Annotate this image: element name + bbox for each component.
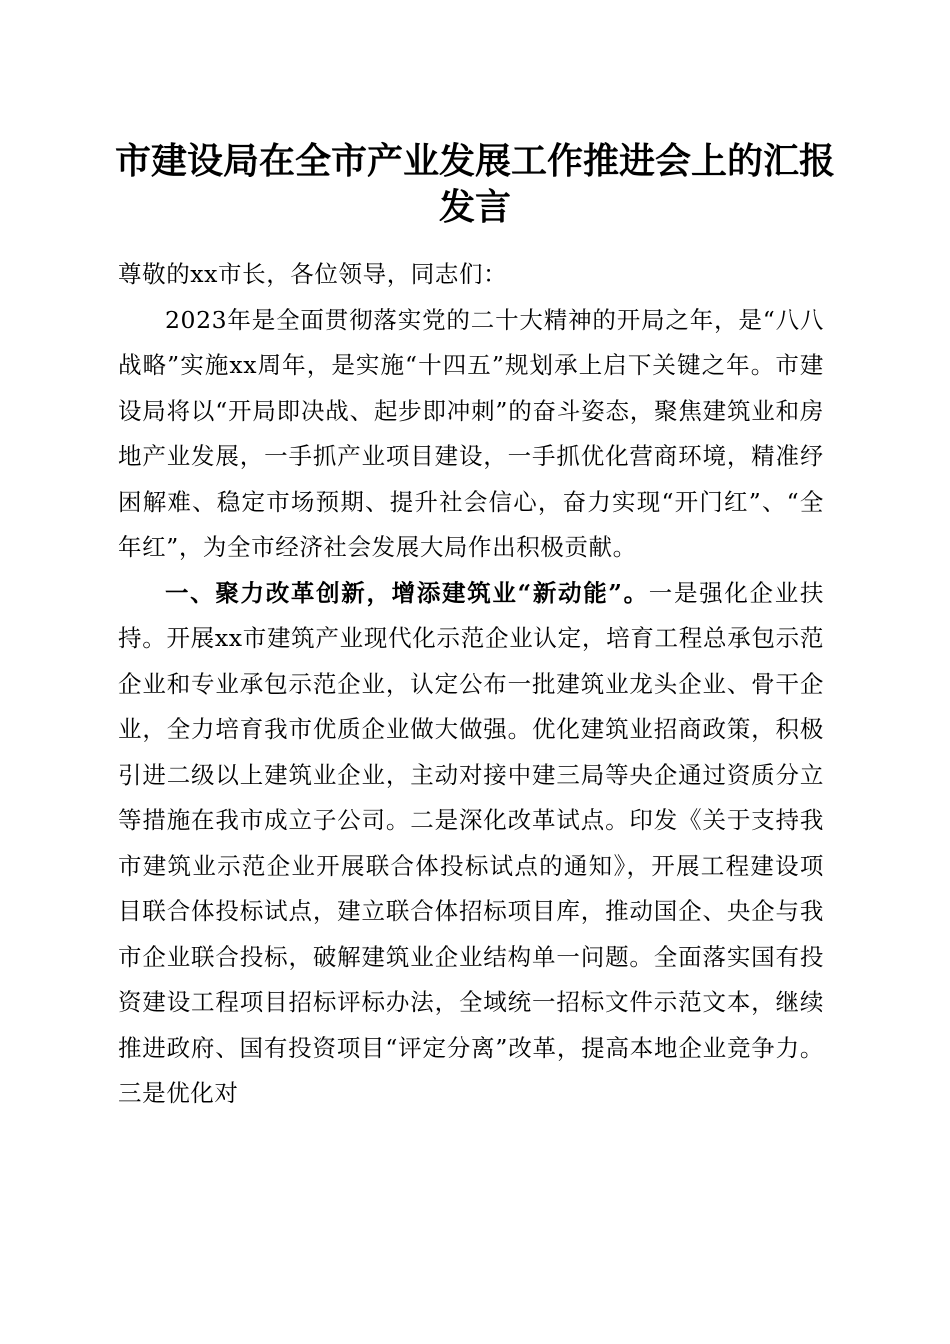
paragraph-intro: 2023年是全面贯彻落实党的二十大精神的开局之年，是“八八战略”实施xx周年，是实施“十四五”规划承上启下关键之年。市建设局将以“开局即决战、起步即冲刺”的奋斗姿态，聚焦建筑业和房地产业发展，一手抓产业项目建设，一手抓优化营商环境，精准纾困解难、稳定市场预期、提升社会信心，奋力实现“开门红”、“全年红”，为全市经济社会发展大局作出积极贡献。 <box>118 305 824 561</box>
title-line-2: 发言 <box>438 186 511 228</box>
paragraph-section-1 <box>118 571 824 1117</box>
section-1-body: 一是强化企业扶持。开展xx市建筑产业现代化示范企业认定，培育工程总承包示范企业和专业承包示范企业，认定公布一批建筑业龙头企业、骨干企业，全力培育我市优质企业做大做强。优化建筑业招商政策，积极引进二级以上建筑业企业，主动对接中建三局等央企通过资质分立等措施在我市成立子公司。二是深化改革试点。印发《关于支持我市建筑业示范企业开展联合体投标试点的通知》，开展工程建设项目联合体投标试点，建立联合体招标项目库，推动国企、央企与我市企业联合投标，破解建筑业企业结构单一问题。全面落实国有投资建设工程项目招标评标办法，全域统一招标文件示范文本，继续推进政府、国有投资项目“评定分离”改革，提高本地企业竞争力。三是优化对 <box>118 578 824 1107</box>
salutation: 尊敬的xx市长，各位领导，同志们： <box>118 260 508 288</box>
title-line-1: 市建设局在全市产业发展工作推进会上的汇报 <box>114 140 835 182</box>
document-title <box>110 138 840 230</box>
section-1-heading: 一、聚力改革创新，增添建筑业“新动能”。 <box>165 578 649 607</box>
document-body <box>118 252 824 1117</box>
